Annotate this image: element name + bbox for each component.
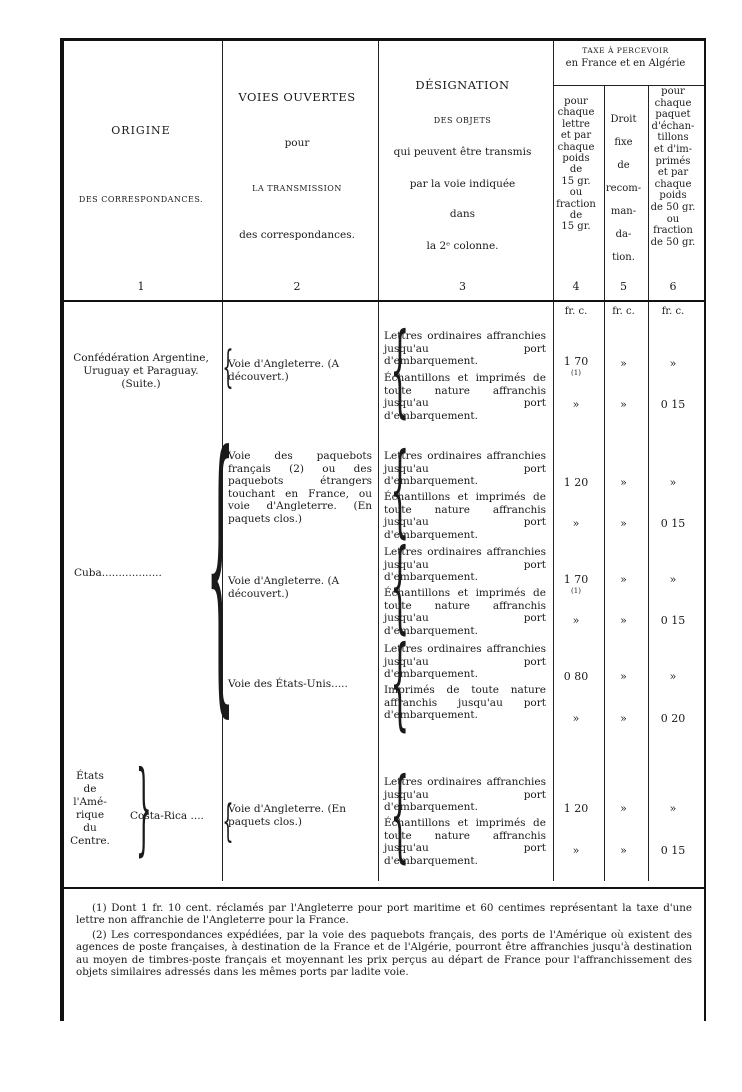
- objet-lettres-2: Lettres ordinaires affranchies jusqu'au port d'embarquement.: [384, 450, 546, 487]
- col6-header-line: chaque: [654, 97, 692, 109]
- col-number-1: 1: [137, 280, 145, 293]
- voie-cuba-etats-unis-label: Voie des États-Unis: [228, 678, 332, 690]
- col4-header-line: ou: [569, 187, 583, 199]
- footnote-1: (1) Dont 1 fr. 10 cent. réclamés par l'Angleterre pour port maritime et 60 centimes représentant la taxe d'une lettre non affranchie de l'Angleterre pour la France.: [76, 902, 692, 927]
- origin-costa-rica-label: Costa-Rica: [130, 810, 188, 822]
- origin-etats-l2: de: [83, 783, 97, 795]
- col-divider-2: [378, 41, 379, 881]
- col3-line1: qui peuvent être transmis: [393, 146, 532, 158]
- val-c2-c6-1: »: [669, 573, 677, 586]
- val-c1-c5-2: »: [620, 517, 627, 530]
- col6-header-line: et d'im-: [653, 143, 693, 155]
- brace-cuba-objets-1: {: [390, 431, 410, 548]
- col2-subtitle: LA TRANSMISSION: [252, 184, 342, 193]
- voie-argentine: Voie d'Angleterre. (A découvert.): [228, 358, 340, 383]
- col6-header-line: de 50 gr.: [650, 236, 696, 248]
- val-c2-note: (1): [571, 587, 581, 595]
- col3-line4: la 2ᵉ colonne.: [426, 240, 499, 252]
- val-a-c4-2: »: [572, 398, 580, 411]
- col5-header-line: fixe: [614, 137, 633, 148]
- val-c3-c4-1: 0 80: [563, 670, 589, 683]
- objet-echantillons-5: Échantillons et imprimés de toute nature affranchis jusqu'au port d'embarquement.: [384, 817, 546, 867]
- val-c1-c6-1: »: [669, 476, 677, 489]
- brace-argentine-objets: {: [390, 311, 410, 428]
- col5-header-line: Droit: [610, 114, 637, 125]
- val-cr-c5-1: »: [620, 802, 627, 815]
- origin-cuba-label: Cuba: [74, 567, 102, 579]
- brace-argentine: {: [222, 342, 234, 393]
- val-c3-c6-2: 0 20: [660, 712, 686, 725]
- footnote-2: (2) Les correspondances expédiées, par la voie des paquebots français, des ports de l'Amérique où existent des agences de poste françaises, à destination de la France et de l'Algérie, pourront être affranchies jusqu'à destination au moyen de timbres-poste français et moyennant les prix perçus au départ de France pour l'affranchissement des objets similaires adressés dans les mêmes ports par ladite voie.: [76, 929, 692, 979]
- objet-lettres-3: Lettres ordinaires affranchies jusqu'au port d'embarquement.: [384, 546, 546, 583]
- origin-etats-l5: du: [83, 822, 97, 834]
- objet-imprimes: Imprimés de toute nature affranchis jusqu'au port d'embarquement.: [384, 684, 546, 721]
- unit-col4: fr. c.: [564, 306, 588, 317]
- col2-pour: pour: [284, 137, 310, 149]
- val-cr-c5-2: »: [620, 844, 627, 857]
- origin-cuba: Cuba..................: [74, 567, 162, 579]
- val-c3-c5-1: »: [620, 670, 627, 683]
- col1-title: ORIGINE: [111, 124, 171, 137]
- voie-cuba-angleterre: Voie d'Angleterre. (A découvert.): [228, 575, 340, 600]
- col2-title: VOIES OUVERTES: [238, 90, 356, 104]
- col4-header-line: chaque: [557, 141, 595, 153]
- val-c2-c6-2: 0 15: [660, 614, 686, 627]
- col3-subtitle: DES OBJETS: [433, 116, 492, 125]
- col-number-6: 6: [669, 280, 677, 293]
- origin-etats-l1: États: [76, 770, 104, 782]
- origin-argentine-l2: Uruguay et Paraguay.: [83, 365, 199, 378]
- brace-cuba: {: [206, 393, 235, 742]
- col4-header: [551, 96, 601, 233]
- val-c2-c4-1: 1 70: [563, 573, 589, 586]
- val-c1-c5-1: »: [620, 476, 627, 489]
- val-c2-c5-2: »: [620, 614, 627, 627]
- taxe-title: TAXE À PERCEVOIR: [582, 46, 669, 55]
- col1-subtitle: DES CORRESPONDANCES.: [78, 195, 204, 204]
- col4-header-line: chaque: [557, 107, 595, 119]
- col-number-2: 2: [293, 280, 301, 293]
- table-bottom-rule: [64, 887, 704, 889]
- col5-header-line: tion.: [612, 252, 635, 263]
- val-a-c5-1: »: [620, 357, 627, 370]
- col6-header-line: ou: [666, 213, 680, 225]
- col3-line3: dans: [449, 208, 476, 220]
- brace-costa: {: [222, 796, 234, 847]
- col6-header: [646, 86, 700, 248]
- col6-header-line: de 50 gr.: [650, 201, 696, 213]
- brace-cuba-objets-3: {: [390, 624, 410, 741]
- col6-header-line: pour: [661, 86, 685, 97]
- col4-header-line: lettre: [562, 118, 590, 130]
- val-a-c4-1: 1 70: [563, 355, 589, 368]
- col-number-4: 4: [572, 280, 580, 293]
- col5-header-line: da-: [615, 229, 632, 240]
- objet-lettres-4: Lettres ordinaires affranchies jusqu'au port d'embarquement.: [384, 643, 546, 680]
- origin-argentine: [64, 352, 218, 391]
- val-c2-c4-2: »: [572, 614, 580, 627]
- voie-cuba-paquebots: Voie des paquebots français (2) ou des paquebots étrangers touchant en France, ou voie d'Angleterre. (En paquets clos.): [228, 450, 372, 525]
- col5-header-line: recom-: [605, 183, 642, 194]
- objet-echantillons-2: Échantillons et imprimés de toute nature affranchis jusqu'au port d'embarquement.: [384, 491, 546, 541]
- brace-etats: {: [135, 749, 152, 866]
- val-cr-c4-1: 1 20: [563, 802, 589, 815]
- col2-des: des correspondances.: [239, 229, 355, 241]
- col3-title: DÉSIGNATION: [415, 78, 510, 92]
- col6-header-line: d'échan-: [651, 120, 695, 132]
- val-c3-c6-1: »: [669, 670, 677, 683]
- val-cr-c6-1: »: [669, 802, 677, 815]
- col5-header-line: man-: [610, 206, 637, 217]
- col4-header-line: poids: [562, 153, 590, 165]
- objet-echantillons-1: Échantillons et imprimés de toute nature affranchis jusqu'au port d'embarquement.: [384, 372, 546, 422]
- col6-header-line: fraction: [653, 225, 693, 237]
- val-c1-c4-1: 1 20: [563, 476, 589, 489]
- val-c2-c5-1: »: [620, 573, 627, 586]
- val-a-c6-1: »: [669, 357, 677, 370]
- col6-header-line: chaque: [654, 178, 692, 190]
- col4-header-line: et par: [560, 130, 592, 142]
- origin-argentine-l3: (Suite.): [121, 378, 161, 391]
- col4-header-line: de: [569, 210, 583, 222]
- origin-costa-rica: Costa-Rica ....: [130, 810, 204, 822]
- col5-header: [602, 108, 645, 269]
- unit-col6: fr. c.: [661, 306, 685, 317]
- col3-line2: par la voie indiquée: [409, 178, 516, 190]
- origin-etats-l6: Centre.: [70, 835, 110, 847]
- val-a-c6-2: 0 15: [660, 398, 686, 411]
- origin-etats: [68, 770, 112, 848]
- val-cr-c6-2: 0 15: [660, 844, 686, 857]
- col-number-5: 5: [620, 280, 627, 293]
- objet-echantillons-3: Échantillons et imprimés de toute nature affranchis jusqu'au port d'embarquement.: [384, 587, 546, 637]
- col6-header-line: et par: [657, 167, 689, 179]
- unit-col5: fr. c.: [612, 306, 635, 317]
- col4-header-line: de: [569, 164, 583, 176]
- brace-costa-objets: {: [390, 756, 410, 873]
- col4-header-line: 15 gr.: [561, 175, 591, 187]
- header-rule: [64, 300, 704, 302]
- brace-cuba-objets-2: {: [390, 527, 410, 644]
- col6-header-line: poids: [659, 190, 687, 202]
- val-c1-c4-2: »: [572, 517, 580, 530]
- val-a-note: (1): [571, 369, 581, 377]
- val-a-c5-2: »: [620, 398, 627, 411]
- col6-header-line: paquet: [655, 109, 691, 121]
- voie-cuba-etats-unis: Voie des États-Unis.....: [228, 678, 348, 690]
- objet-lettres-5: Lettres ordinaires affranchies jusqu'au port d'embarquement.: [384, 776, 546, 813]
- col6-header-line: tillons: [657, 132, 689, 144]
- val-c3-c5-2: »: [620, 712, 627, 725]
- origin-etats-l4: rique: [75, 809, 105, 821]
- col4-header-line: fraction: [556, 198, 596, 210]
- val-cr-c4-2: »: [572, 844, 580, 857]
- col-number-3: 3: [459, 280, 466, 293]
- origin-argentine-l1: Confédération Argentine,: [73, 352, 209, 364]
- col4-header-line: pour: [564, 96, 588, 107]
- col6-header-line: primés: [655, 155, 691, 167]
- val-c1-c6-2: 0 15: [660, 517, 686, 530]
- col5-header-line: de: [617, 160, 630, 171]
- voie-costa-rica: Voie d'Angleterre. (En paquets clos.): [228, 803, 346, 828]
- val-c3-c4-2: »: [572, 712, 580, 725]
- objet-lettres-1: Lettres ordinaires affranchies jusqu'au port d'embarquement.: [384, 330, 546, 367]
- col4-header-line: 15 gr.: [561, 221, 591, 233]
- origin-etats-l3: l'Amé-: [73, 796, 107, 808]
- taxe-subtitle: en France et en Algérie: [565, 58, 686, 69]
